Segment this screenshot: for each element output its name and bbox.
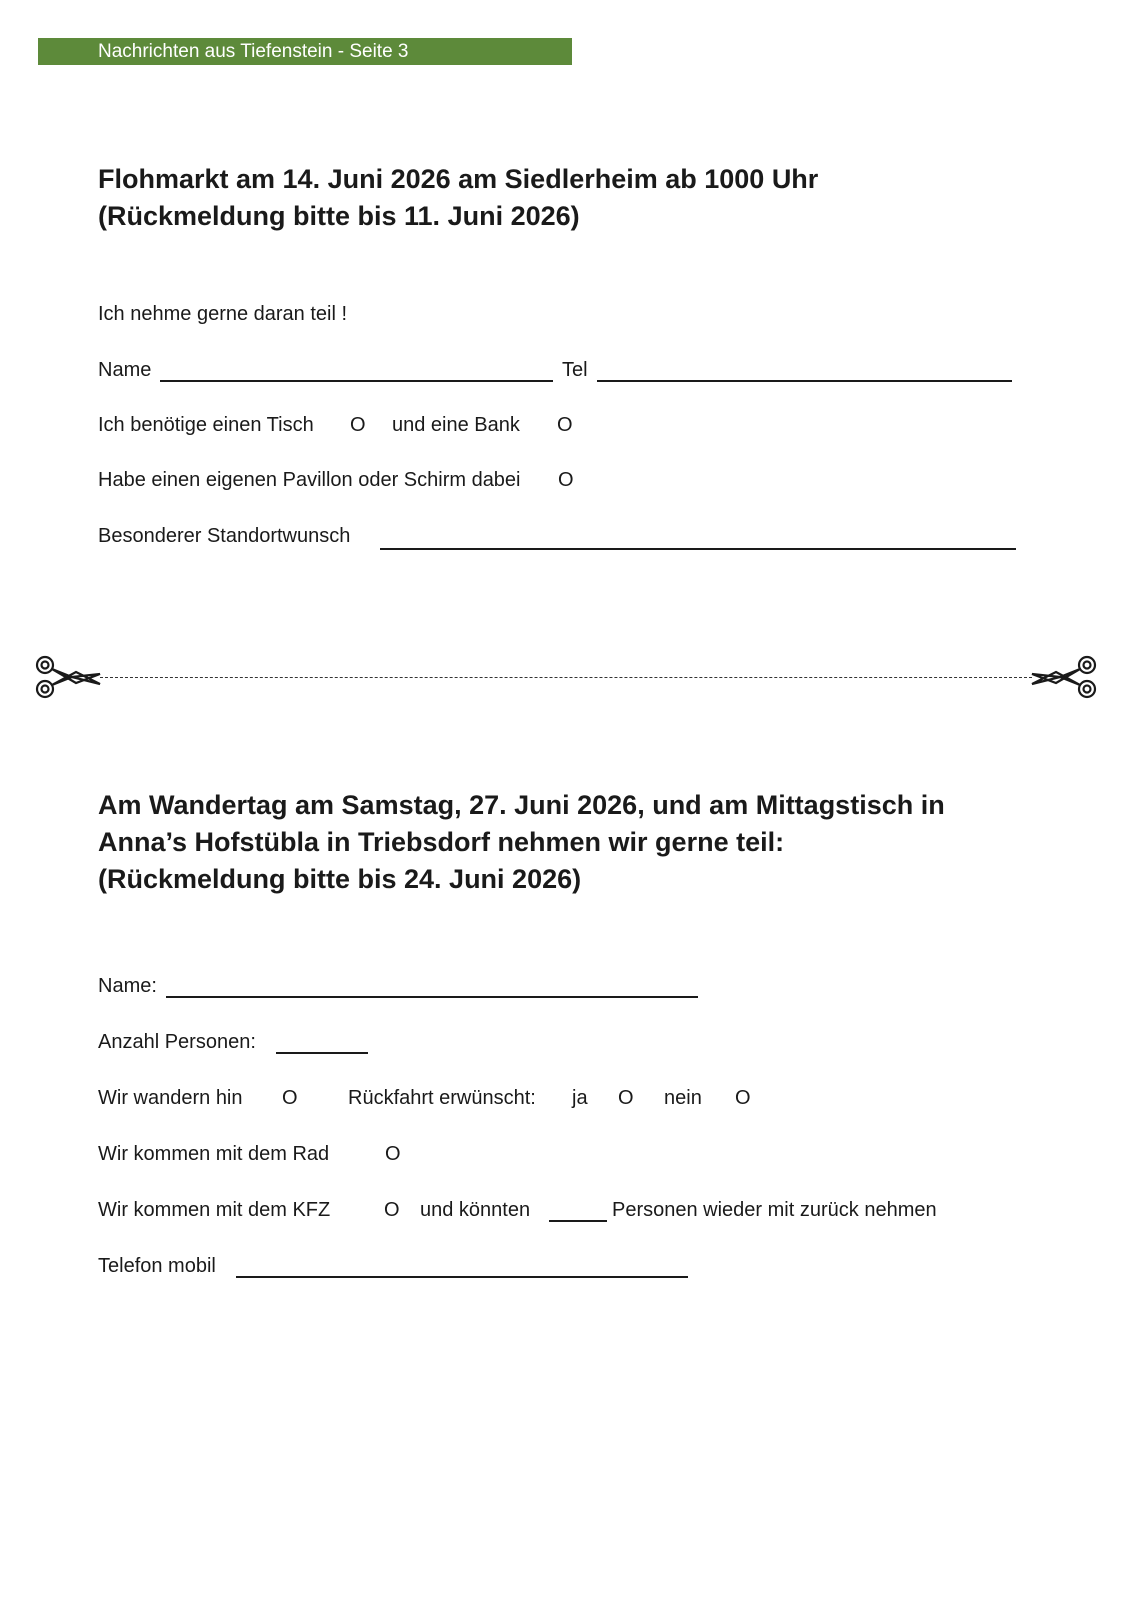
page-header xyxy=(38,38,572,65)
wandertag-telefon-label: Telefon mobil xyxy=(98,1255,216,1277)
scissors-icon xyxy=(1028,650,1100,704)
wandertag-wandern-label: Wir wandern hin xyxy=(98,1087,243,1109)
wandertag-rad-checkbox[interactable]: O xyxy=(385,1143,401,1165)
flohmarkt-pavillon-label: Habe einen eigenen Pavillon oder Schirm dabei xyxy=(98,469,521,491)
flohmarkt-bank-checkbox[interactable]: O xyxy=(557,414,573,436)
wandertag-rad-label: Wir kommen mit dem Rad xyxy=(98,1143,330,1165)
wandertag-rueckfahrer-field[interactable] xyxy=(549,1220,607,1222)
wandertag-kfz-label: Wir kommen mit dem KFZ xyxy=(98,1199,331,1221)
flohmarkt-title-line2: (Rückmeldung bitte bis 11. Juni 2026) xyxy=(98,201,580,231)
flohmarkt-intro: Ich nehme gerne daran teil ! xyxy=(98,303,348,325)
wandertag-personen-label: Anzahl Personen: xyxy=(98,1031,256,1053)
wandertag-ja-label: ja xyxy=(572,1087,588,1109)
flohmarkt-standort-label: Besonderer Standortwunsch xyxy=(98,525,351,547)
wandertag-zurueck-label: Personen wieder mit zurück nehmen xyxy=(612,1199,937,1221)
flohmarkt-tisch-label: Ich benötige einen Tisch xyxy=(98,414,314,436)
wandertag-nein-label: nein xyxy=(664,1087,702,1109)
wandertag-name-label: Name: xyxy=(98,975,157,997)
cut-line xyxy=(100,677,1032,678)
wandertag-personen-field[interactable] xyxy=(276,1052,368,1054)
wandertag-title-line2: Anna’s Hofstübla in Triebsdorf nehmen wir gerne teil: xyxy=(98,827,785,857)
flohmarkt-tel-field[interactable] xyxy=(597,380,1012,382)
flohmarkt-name-label: Name xyxy=(98,359,152,381)
wandertag-title-line1: Am Wandertag am Samstag, 27. Juni 2026, und am Mittagstisch in xyxy=(98,790,945,820)
wandertag-nein-checkbox[interactable]: O xyxy=(735,1087,751,1109)
page-header-title: Nachrichten aus Tiefenstein - Seite 3 xyxy=(98,41,409,62)
wandertag-ja-checkbox[interactable]: O xyxy=(618,1087,634,1109)
flohmarkt-name-field[interactable] xyxy=(160,380,553,382)
flohmarkt-pavillon-checkbox[interactable]: O xyxy=(558,469,574,491)
flohmarkt-tisch-checkbox[interactable]: O xyxy=(350,414,366,436)
wandertag-rueckfahrt-label: Rückfahrt erwünscht: xyxy=(348,1087,536,1109)
flohmarkt-standort-field[interactable] xyxy=(380,548,1016,550)
wandertag-title-line3: (Rückmeldung bitte bis 24. Juni 2026) xyxy=(98,864,582,894)
wandertag-wandern-checkbox[interactable]: O xyxy=(282,1087,298,1109)
flohmarkt-tel-label: Tel xyxy=(562,359,588,381)
scissors-icon xyxy=(32,650,104,704)
flohmarkt-title-line1: Flohmarkt am 14. Juni 2026 am Siedlerheim ab 1000 Uhr xyxy=(98,164,819,194)
wandertag-telefon-field[interactable] xyxy=(236,1276,688,1278)
wandertag-name-field[interactable] xyxy=(166,996,698,998)
wandertag-koennten-label: und könnten xyxy=(420,1199,531,1221)
wandertag-kfz-checkbox[interactable]: O xyxy=(384,1199,400,1221)
flohmarkt-bank-label: und eine Bank xyxy=(392,414,520,436)
